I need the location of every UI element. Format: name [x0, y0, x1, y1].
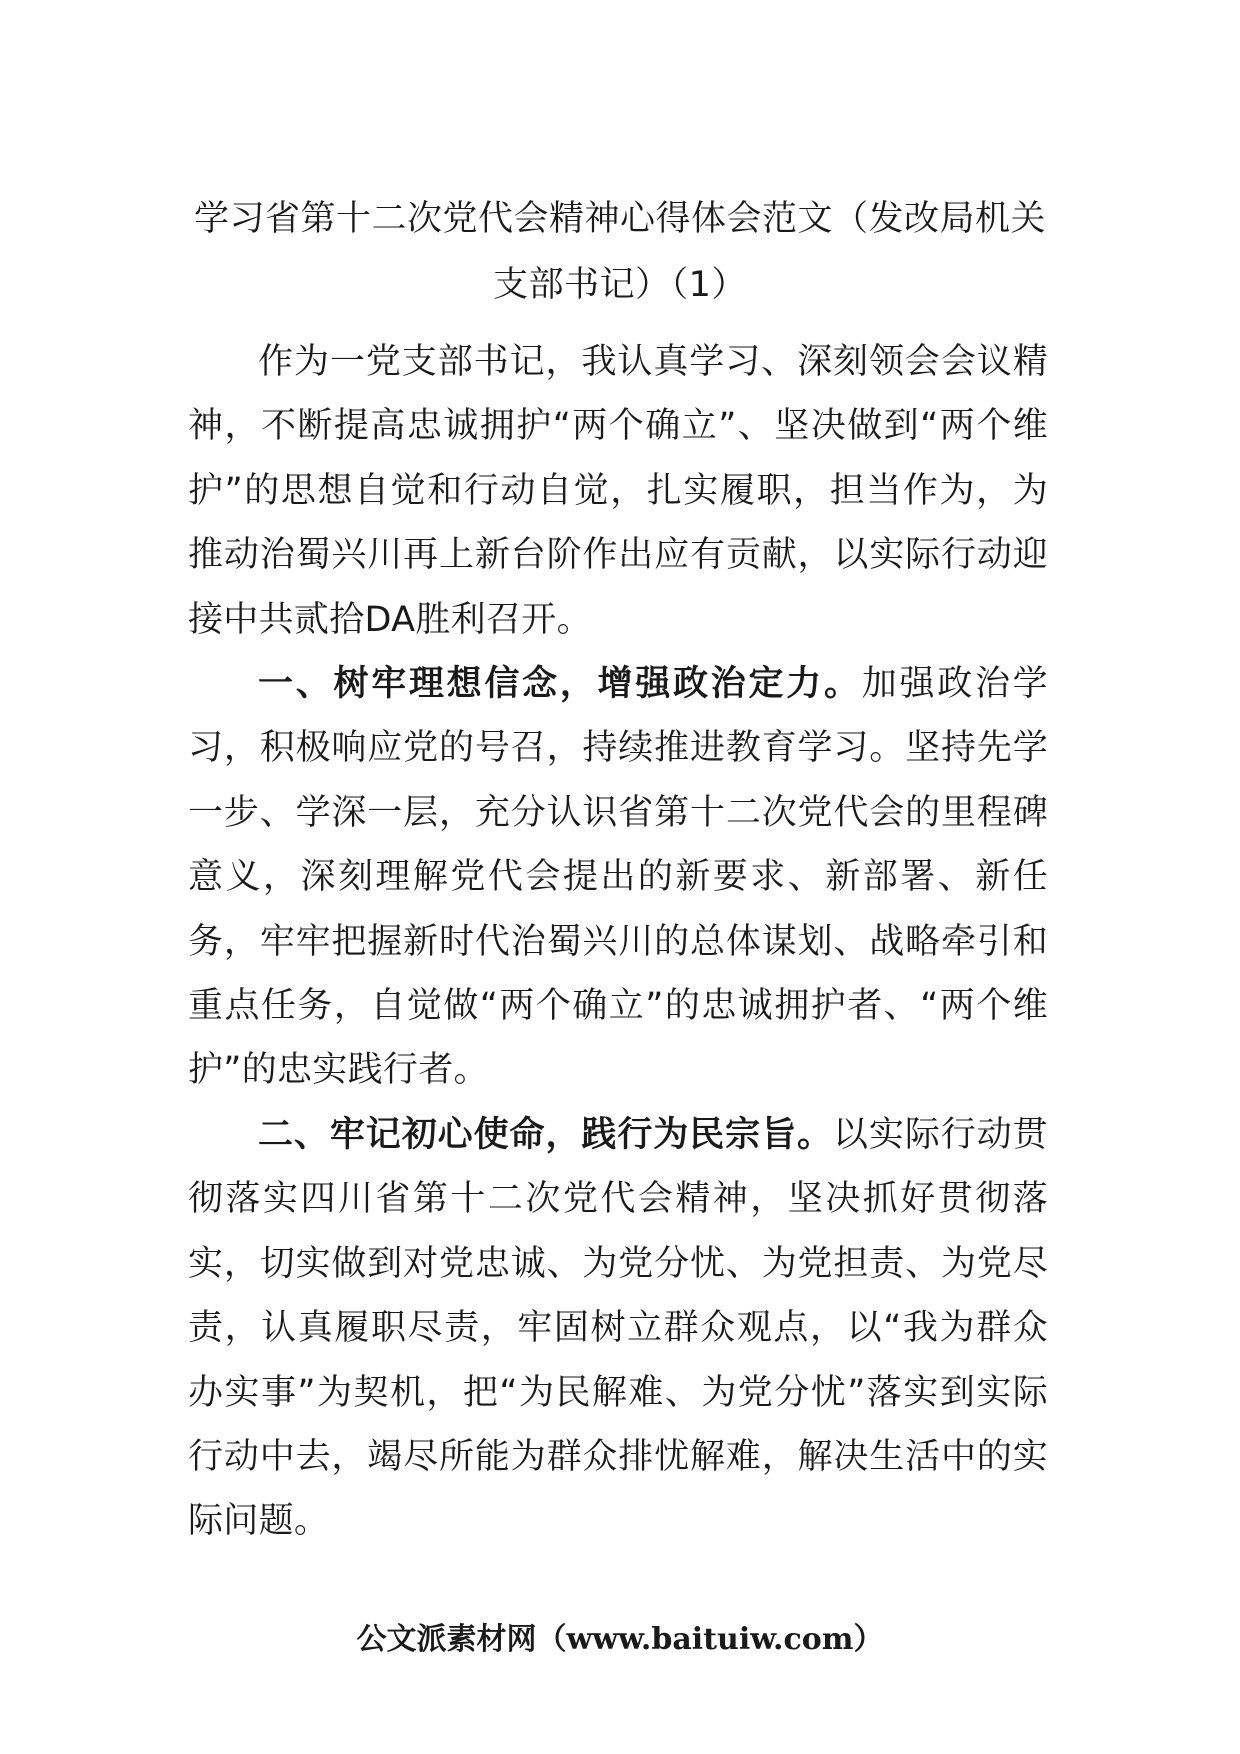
paragraph-section-1: [188, 652, 1048, 1103]
document-title: 学习省第十二次党代会精神心得体会范文（发改局机关支部书记）（1）: [193, 199, 1046, 305]
footer-source: 公文派素材网（www.baituiw.com）: [356, 1622, 884, 1657]
paragraph-text: 加强政治学习，积极响应党的号召，持续推进教育学习。坚持先学一步、学深一层，充分认识省第十二次党代会的里程碑意义，深刻理解党代会提出的新要求、新部署、新任务，牢牢把握新时代治蜀兴川的总体谋划、战略牵引和重点任务，自觉做“两个确立”的忠诚拥护者、“两个维护”的忠实践行者。: [188, 664, 1048, 1091]
paragraph-text: 以实际行动贯彻落实四川省第十二次党代会精神，坚决抓好贯彻落实，切实做到对党忠诚、为党分忧、为党担责、为党尽责，认真履职尽责，牢固树立群众观点，以“我为群众办实事”为契机，把“为民解难、为党分忧”落实到实际行动中去，竭尽所能为群众排忧解难，解决生活中的实际问题。: [188, 1114, 1048, 1542]
paragraph-heading: 二、牢记初心使命，践行为民宗旨。: [258, 1114, 833, 1155]
paragraph-text: 作为一党支部书记，我认真学习、深刻领会会议精神，不断提高忠诚拥护“两个确立”、坚决做到“两个维护”的思想自觉和行动自觉，扎实履职，担当作为，为推动治蜀兴川再上新台阶作出应有贡献，以实际行动迎接中共贰拾DA胜利召开。: [188, 342, 1048, 640]
paragraph-section-2: [188, 1103, 1048, 1554]
paragraph-intro: [188, 330, 1048, 652]
paragraph-heading: 一、树牢理想信念，增强政治定力。: [258, 664, 862, 705]
document-body: [188, 330, 1048, 1554]
